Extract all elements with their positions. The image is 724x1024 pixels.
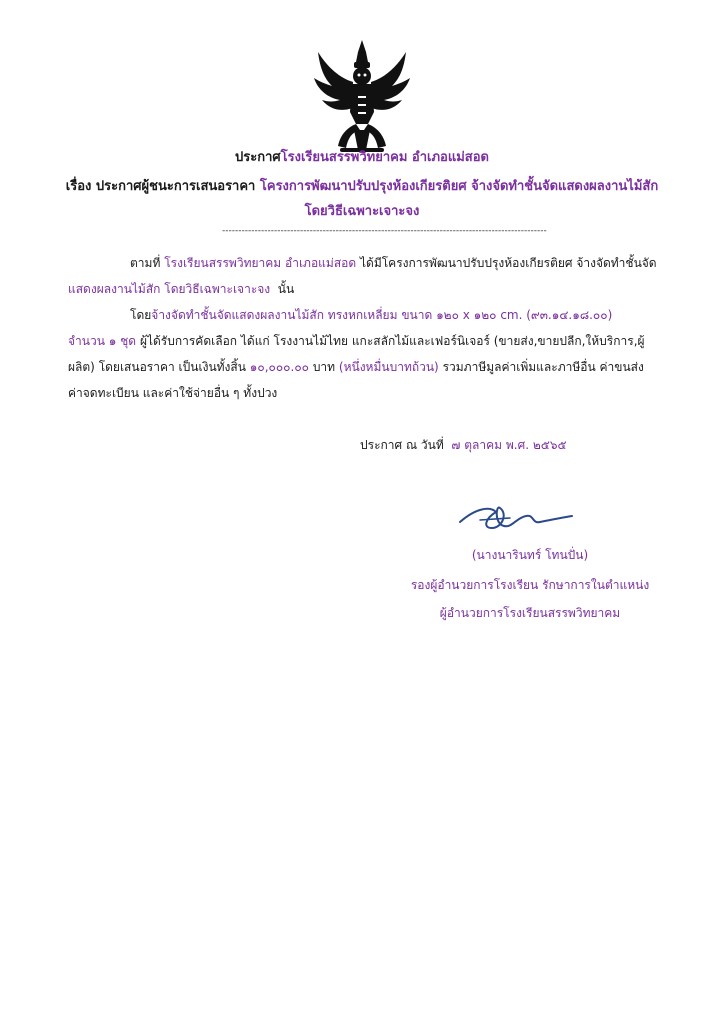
signature-icon [456,498,574,538]
p2-vendor: โรงงานไม้ไทย แกะสลักไม้และเฟอร์นิเจอร์ (ขายส่ง,ขายปลีก,ให้บริการ,ผู้ [273,334,645,348]
p2-vendor-end: ผลิต) [68,360,95,374]
garuda-emblem-icon [310,38,414,154]
announce-date-line [360,436,567,455]
paragraph-2-line-1 [130,306,612,325]
paragraph-2-line-2 [68,332,645,351]
paragraph-1-line-1 [130,254,657,273]
p2-amount: ๑๐,๐๐๐.๐๐ [249,360,309,374]
p2-quantity: จำนวน ๑ ชุด [68,334,137,348]
title-prefix: ประกาศ [235,150,281,165]
p2-amount-words: (หนึ่งหมื่นบาทถ้วน) [338,360,439,374]
p2-expenses: ค่าจดทะเบียน และค่าใช้จ่ายอื่น ๆ ทั้งปวง [68,386,278,400]
p2-prefix: โดย [130,308,152,322]
p2-tax-note: รวมภาษีมูลค่าเพิ่มและภาษีอื่น ค่าขนส่ง [442,360,644,374]
p2-item: จ้างจัดทำชั้นจัดแสดงผลงานไม้สัก ทรงหกเหลี่ยม ขนาด ๑๒๐ x ๑๒๐ cm. (๙๓.๑๔.๑๘.๐๐) [151,308,613,322]
divider-line: ---------------------------------------------------------------------------------------------------- [222,226,547,236]
subject-prefix: เรื่อง ประกาศผู้ชนะการเสนอราคา [65,179,256,194]
p1-method: แสดงผลงานไม้สัก โดยวิธีเฉพาะเจาะจง [68,282,271,296]
announcement-title [40,146,684,167]
paragraph-2-line-3 [68,358,644,377]
p1-text: ตามที่ [130,256,161,270]
school-name: โรงเรียนสรรพวิทยาคม อำเภอแม่สอด [280,150,489,165]
paragraph-1-line-2 [68,280,294,299]
p2-currency: บาท [312,360,336,374]
signer-position-2: ผู้อำนวยการโรงเรียนสรรพวิทยาคม [439,606,621,620]
project-name: โครงการพัฒนาปรับปรุงห้องเกียรติยศ จ้างจัดทำชั้นจัดแสดงผลงานไม้สัก [259,179,659,194]
p1-end: นั้น [277,282,295,296]
announce-date: ๗ ตุลาคม พ.ศ. ๒๕๖๕ [451,438,567,452]
signer-name: (นางนารินทร์ โทนปั่น) [471,548,589,562]
signer-position-1: รองผู้อำนวยการโรงเรียน รักษาการในตำแหน่ง [410,578,650,592]
p2-selected-label: ผู้ได้รับการคัดเลือก ได้แก่ [139,334,270,348]
method-line: โดยวิธีเฉพาะเจาะจง [304,204,420,219]
p1-school: โรงเรียนสรรพวิทยาคม อำเภอแม่สอด [164,256,357,270]
subject-line [40,175,684,196]
p2-amount-label: โดยเสนอราคา เป็นเงินทั้งสิ้น [98,360,246,374]
paragraph-2-line-4 [68,384,277,403]
p1-project: ได้มีโครงการพัฒนาปรับปรุงห้องเกียรติยศ จ้างจัดทำชั้นจัด [359,256,657,270]
announce-prefix: ประกาศ ณ วันที่ [360,438,444,452]
